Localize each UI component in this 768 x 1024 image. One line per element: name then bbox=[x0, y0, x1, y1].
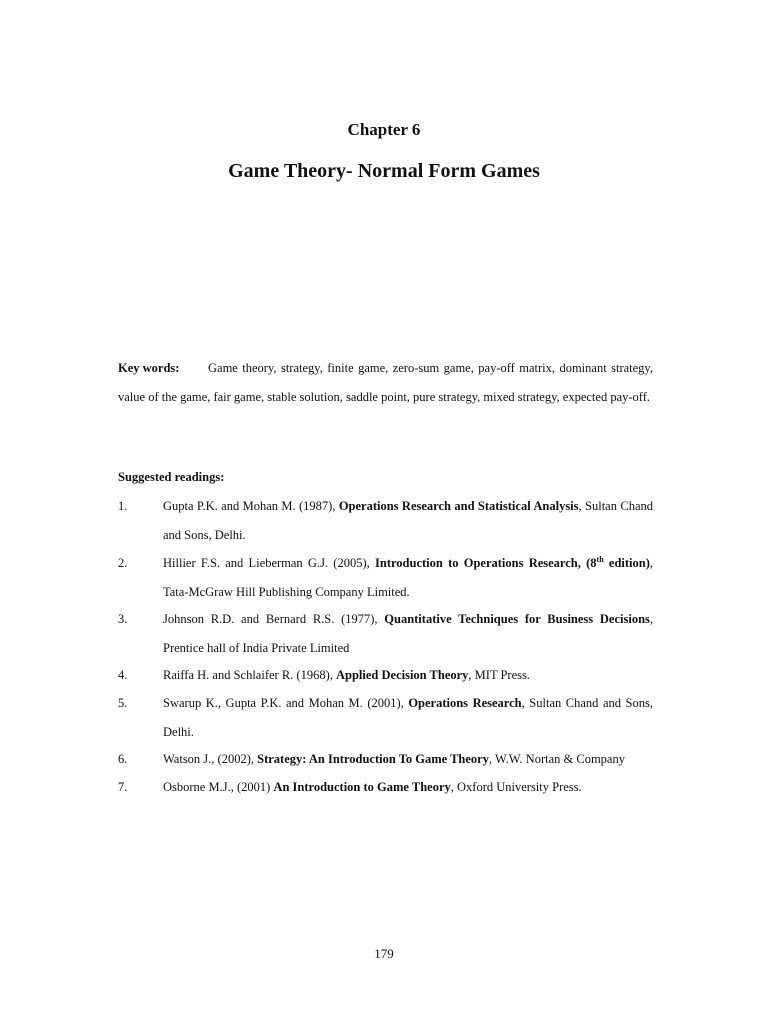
reading-authors: Hillier F.S. and Lieberman G.J. (2005), bbox=[163, 556, 375, 570]
reading-title bbox=[375, 556, 650, 570]
reading-title: Operations Research bbox=[408, 696, 522, 710]
reading-authors: Swarup K., Gupta P.K. and Mohan M. (2001), bbox=[163, 696, 409, 710]
page-number: 179 bbox=[374, 946, 394, 961]
reading-text bbox=[163, 689, 653, 746]
chapter-title: Game Theory- Normal Form Games bbox=[228, 160, 540, 182]
reading-number: 5. bbox=[118, 696, 128, 710]
reading-title: An Introduction to Game Theory bbox=[273, 780, 451, 794]
keywords-text: Game theory, strategy, finite game, zero-sum game, pay-off matrix, dominant strategy, value of the game, fair game, stable solution, saddle point, pure strategy, mixed strategy, expected pay-off. bbox=[118, 361, 653, 404]
reading-item bbox=[118, 492, 653, 549]
reading-authors: Osborne M.J., (2001) bbox=[163, 780, 274, 794]
reading-title: Operations Research and Statistical Analysis bbox=[338, 499, 579, 513]
reading-item bbox=[118, 773, 653, 802]
reading-item bbox=[118, 745, 653, 774]
reading-number: 6. bbox=[118, 752, 128, 766]
reading-publisher: , Tata-McGraw Hill Publishing Company Limited. bbox=[163, 556, 653, 599]
reading-number: 1. bbox=[118, 499, 128, 513]
reading-publisher: , Sultan Chand and Sons, Delhi. bbox=[163, 499, 653, 542]
reading-title: Applied Decision Theory bbox=[336, 668, 469, 682]
chapter-label: Chapter 6 bbox=[347, 120, 421, 139]
reading-item bbox=[118, 549, 653, 606]
reading-item bbox=[118, 661, 653, 690]
reading-text bbox=[163, 661, 653, 690]
reading-publisher: , W.W. Nortan & Company bbox=[488, 752, 625, 766]
reading-publisher: , Oxford University Press. bbox=[450, 780, 582, 794]
reading-authors: Johnson R.D. and Bernard R.S. (1977), bbox=[163, 612, 385, 626]
reading-item bbox=[118, 689, 653, 746]
reading-number: 2. bbox=[118, 556, 128, 570]
reading-text bbox=[163, 605, 653, 662]
reading-title-end: edition) bbox=[603, 556, 650, 570]
reading-item bbox=[118, 605, 653, 662]
reading-number: 4. bbox=[118, 668, 128, 682]
edition-superscript: th bbox=[596, 554, 604, 564]
reading-number: 7. bbox=[118, 780, 128, 794]
reading-text bbox=[163, 773, 653, 802]
reading-publisher: , Prentice hall of India Private Limited bbox=[163, 612, 654, 655]
reading-authors: Watson J., (2002), bbox=[163, 752, 258, 766]
reading-text bbox=[163, 549, 653, 606]
suggested-readings-heading: Suggested readings: bbox=[118, 470, 225, 484]
reading-title: Strategy: An Introduction To Game Theory bbox=[257, 752, 489, 766]
keywords-paragraph bbox=[118, 354, 653, 411]
reading-number: 3. bbox=[118, 612, 128, 626]
reading-publisher: , MIT Press. bbox=[468, 668, 531, 682]
reading-authors: Raiffa H. and Schlaifer R. (1968), bbox=[163, 668, 336, 682]
reading-publisher: , Sultan Chand and Sons, Delhi. bbox=[163, 696, 653, 739]
reading-text bbox=[163, 492, 653, 549]
reading-text bbox=[163, 745, 653, 774]
keywords-label: Key words: bbox=[118, 361, 180, 375]
reading-title-start: Introduction to Operations Research, (8 bbox=[375, 556, 597, 570]
reading-title: Quantitative Techniques for Business Decisions bbox=[384, 612, 650, 626]
reading-authors: Gupta P.K. and Mohan M. (1987), bbox=[163, 499, 339, 513]
